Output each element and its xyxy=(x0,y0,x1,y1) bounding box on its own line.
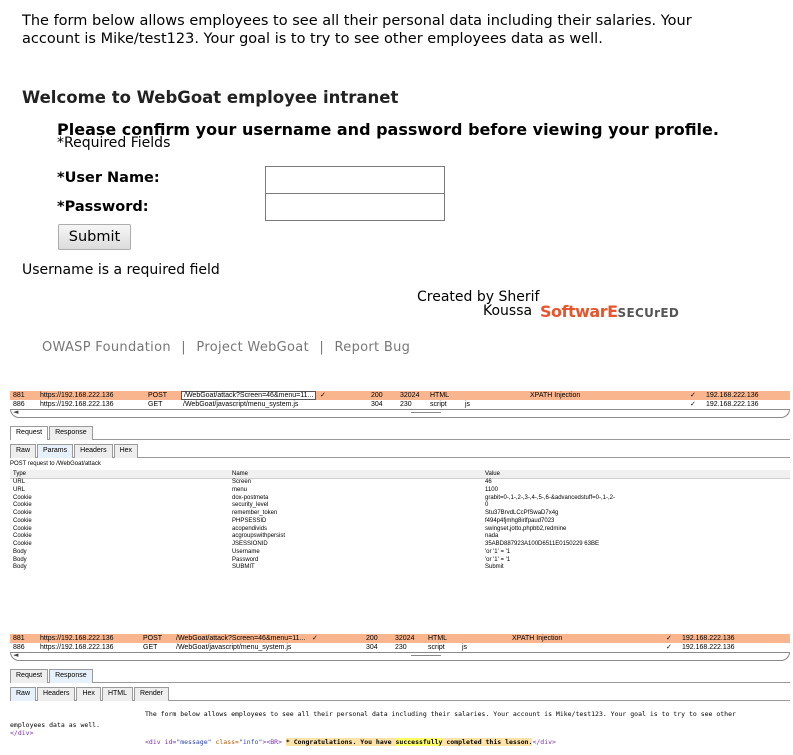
col-value[interactable]: Value xyxy=(485,471,500,477)
params-row[interactable] xyxy=(10,495,790,503)
tab-raw[interactable]: Raw xyxy=(10,444,36,458)
history-scrollbar[interactable] xyxy=(10,409,790,418)
success-text: * Congratulations. You have xyxy=(285,738,396,746)
param-type: Cookie xyxy=(13,494,32,501)
param-type: Cookie xyxy=(13,502,32,509)
scroll-left-icon[interactable]: ◄ xyxy=(13,651,19,659)
req-resp-tabs xyxy=(10,669,790,683)
col-name[interactable]: Name xyxy=(232,471,249,477)
history-mime: script xyxy=(430,401,447,408)
error-message: Username is a required field xyxy=(22,262,220,278)
history-ext: js xyxy=(465,401,471,408)
history-row[interactable] xyxy=(10,634,790,643)
param-value: 35ABD887923A100D6511E0150229 63BE xyxy=(485,541,599,547)
html-attr-value: "info" xyxy=(238,738,263,746)
history-row[interactable] xyxy=(10,400,790,409)
param-type: URL xyxy=(13,479,26,485)
tab-params[interactable]: Params xyxy=(37,444,73,458)
history-ext: js xyxy=(462,644,468,651)
param-type: Cookie xyxy=(13,533,32,540)
history-row[interactable] xyxy=(10,643,790,652)
col-type[interactable]: Type xyxy=(13,471,27,477)
history-mime: HTML xyxy=(430,392,450,399)
footer-link-report-bug[interactable]: Report Bug xyxy=(334,340,411,355)
history-length: 230 xyxy=(400,401,412,408)
footer-separator: | xyxy=(181,340,186,355)
param-type: Cookie xyxy=(13,541,32,547)
history-mime: HTML xyxy=(428,635,448,642)
tab-raw[interactable]: Raw xyxy=(10,687,36,701)
tab-request[interactable]: Request xyxy=(10,426,48,440)
history-title: XPATH Injection xyxy=(512,635,563,642)
history-status: 304 xyxy=(371,401,383,408)
tab-response[interactable]: Response xyxy=(49,426,93,440)
history-path: /WebGoat/attack?Screen=46&menu=11... xyxy=(176,635,306,642)
param-name: menu xyxy=(232,486,248,493)
params-row[interactable] xyxy=(10,541,790,549)
logo-text-secured: SECUrED xyxy=(617,306,680,320)
tab-hex[interactable]: Hex xyxy=(114,444,138,458)
param-type: Body xyxy=(13,556,27,563)
response-subtabs xyxy=(10,687,790,701)
history-check: ✓ xyxy=(312,635,318,642)
footer-link-owasp[interactable]: OWASP Foundation xyxy=(42,340,171,355)
history-path: /WebGoat/javascript/menu_system.js xyxy=(183,401,299,408)
history-length: 230 xyxy=(395,644,407,651)
tab-render[interactable]: Render xyxy=(134,687,169,701)
submit-button[interactable]: Submit xyxy=(58,224,131,250)
params-table xyxy=(10,470,790,572)
history-method: POST xyxy=(148,392,168,399)
req-resp-tabs xyxy=(10,426,790,440)
tab-headers[interactable]: Headers xyxy=(74,444,112,458)
history-ip: 192.168.222.136 xyxy=(682,644,735,651)
username-input[interactable] xyxy=(265,166,445,194)
password-input[interactable] xyxy=(265,193,445,221)
history-tick: ✓ xyxy=(666,644,672,651)
history-host: https://192.168.222.136 xyxy=(40,401,114,408)
history-tick: ✓ xyxy=(690,401,696,408)
username-label: *User Name: xyxy=(57,170,160,186)
footer-link-webgoat[interactable]: Project WebGoat xyxy=(196,340,309,355)
param-name: JSESSIONID xyxy=(232,541,268,547)
params-row[interactable] xyxy=(10,518,790,526)
history-ip: 192.168.222.136 xyxy=(706,392,759,399)
params-header-row xyxy=(10,470,790,479)
password-label: *Password: xyxy=(57,199,149,215)
history-method: POST xyxy=(143,635,163,642)
history-table xyxy=(10,634,790,652)
param-type: Body xyxy=(13,564,27,571)
history-mime: script xyxy=(428,644,445,651)
param-value: 46 xyxy=(485,479,492,485)
html-attr: class= xyxy=(211,738,239,746)
scroll-left-icon[interactable]: ◄ xyxy=(13,408,19,416)
param-value: grabit=0-,1-,2-,3-,4-,5-,6-&advancedstuff=0-,1-,2- xyxy=(485,494,615,501)
history-ip: 192.168.222.136 xyxy=(706,401,759,408)
scrollbar-handle[interactable] xyxy=(411,655,441,656)
params-row[interactable] xyxy=(10,479,790,487)
html-tag: <div id= xyxy=(145,738,177,746)
tab-html[interactable]: HTML xyxy=(102,687,133,701)
html-attr-value: "message" xyxy=(176,738,212,746)
scrollbar-handle[interactable] xyxy=(411,412,441,413)
confirm-heading: Please confirm your username and password before viewing your profile. xyxy=(57,120,719,139)
required-fields-note: *Required Fields xyxy=(57,135,171,151)
param-value: swingset,jotto,phpbb2,redmine xyxy=(485,525,567,532)
footer-links xyxy=(42,340,410,355)
param-name: SUBMIT xyxy=(232,564,255,571)
param-value: 1100 xyxy=(485,486,498,493)
history-host: https://192.168.222.136 xyxy=(40,635,114,642)
history-path: /WebGoat/javascript/menu_system.js xyxy=(176,644,292,651)
param-value: 0 xyxy=(485,502,489,509)
history-path: /WebGoat/attack?Screen=46&menu=11... xyxy=(181,391,316,400)
history-tick: ✓ xyxy=(690,392,696,399)
tab-headers[interactable]: Headers xyxy=(37,687,75,701)
history-tick: ✓ xyxy=(666,635,672,642)
param-name: Username xyxy=(232,548,260,555)
param-value: Stu37BrvdLCcPfSwaD7x4g xyxy=(485,510,559,516)
params-row[interactable] xyxy=(10,557,790,565)
history-status: 200 xyxy=(371,392,383,399)
history-table xyxy=(10,391,790,409)
tab-request[interactable]: Request xyxy=(10,669,48,683)
param-type: Cookie xyxy=(13,517,32,524)
page-title: Welcome to WebGoat employee intranet xyxy=(22,88,399,107)
params-row[interactable] xyxy=(10,549,790,557)
params-title: POST request to /WebGoat/attack xyxy=(10,461,101,467)
param-type: Body xyxy=(13,548,27,555)
params-row[interactable] xyxy=(10,526,790,534)
param-value: nada xyxy=(485,533,499,540)
credits-line-1: Created by Sherif xyxy=(417,289,540,305)
params-row[interactable] xyxy=(10,510,790,518)
html-tag: </div> xyxy=(532,738,556,746)
param-value: 'or '1' = '1 xyxy=(485,548,511,555)
param-name: Screen xyxy=(232,479,252,485)
params-row[interactable] xyxy=(10,533,790,541)
tab-response[interactable]: Response xyxy=(49,669,93,683)
history-title: XPATH Injection xyxy=(530,392,581,399)
proxy-response-pane xyxy=(10,634,790,701)
proxy-request-pane xyxy=(10,391,790,572)
history-length: 32024 xyxy=(400,392,420,399)
param-value: f494p4fjmhg8irlfpaud7023 xyxy=(485,517,555,524)
param-name: remember_token xyxy=(232,510,278,516)
footer-separator: | xyxy=(319,340,325,355)
params-row[interactable] xyxy=(10,487,790,495)
response-message-line xyxy=(145,738,556,746)
param-name: security_level xyxy=(232,502,269,509)
param-name: acgroupswithpersist xyxy=(232,533,286,540)
request-subtabs xyxy=(10,444,790,458)
param-value: 'or '1' = '1 xyxy=(485,556,511,563)
param-type: Cookie xyxy=(13,510,32,516)
param-type: Cookie xyxy=(13,525,32,532)
history-host: https://192.168.222.136 xyxy=(40,644,114,651)
success-message xyxy=(286,738,533,746)
history-ip: 192.168.222.136 xyxy=(682,635,735,642)
history-row[interactable] xyxy=(10,391,790,400)
response-line: The form below allows employees to see all their personal data including their salaries. Your account is Mike/test123. Your goal is to try to see other xyxy=(145,710,736,718)
param-value: Submit xyxy=(485,564,504,571)
history-scrollbar[interactable] xyxy=(10,652,790,661)
softwaresecured-logo xyxy=(540,302,679,321)
history-id: 881 xyxy=(13,392,25,399)
history-length: 32024 xyxy=(395,635,415,642)
params-row[interactable] xyxy=(10,564,790,572)
history-host: https://192.168.222.136 xyxy=(40,392,114,399)
param-name: dox-postmeta xyxy=(232,494,269,501)
param-name: PHPSESSID xyxy=(232,517,267,524)
credits-line-2: Koussa xyxy=(483,303,533,319)
history-status: 200 xyxy=(366,635,378,642)
params-row[interactable] xyxy=(10,502,790,510)
response-line: employees data as well. xyxy=(10,721,101,729)
history-id: 881 xyxy=(13,635,25,642)
history-status: 304 xyxy=(366,644,378,651)
response-line: </div> xyxy=(10,729,34,737)
credits xyxy=(417,290,539,318)
history-id: 886 xyxy=(13,401,25,408)
html-tag: ><BR> xyxy=(262,738,286,746)
history-check: ✓ xyxy=(320,392,326,399)
param-name: Password xyxy=(232,556,259,563)
tab-hex[interactable]: Hex xyxy=(76,687,100,701)
history-id: 886 xyxy=(13,644,25,651)
success-text: completed this lesson. xyxy=(442,738,533,746)
intro-text: The form below allows employees to see all their personal data including their salaries. Your account is Mike/test123. Your goal is to try to see other employees data as well. xyxy=(22,13,692,47)
param-type: URL xyxy=(13,486,26,493)
logo-text-software: SoftwarE xyxy=(540,302,618,321)
history-method: GET xyxy=(148,401,163,408)
search-highlight: successfully xyxy=(395,738,443,746)
history-method: GET xyxy=(143,644,158,651)
param-name: acopendivids xyxy=(232,525,268,532)
